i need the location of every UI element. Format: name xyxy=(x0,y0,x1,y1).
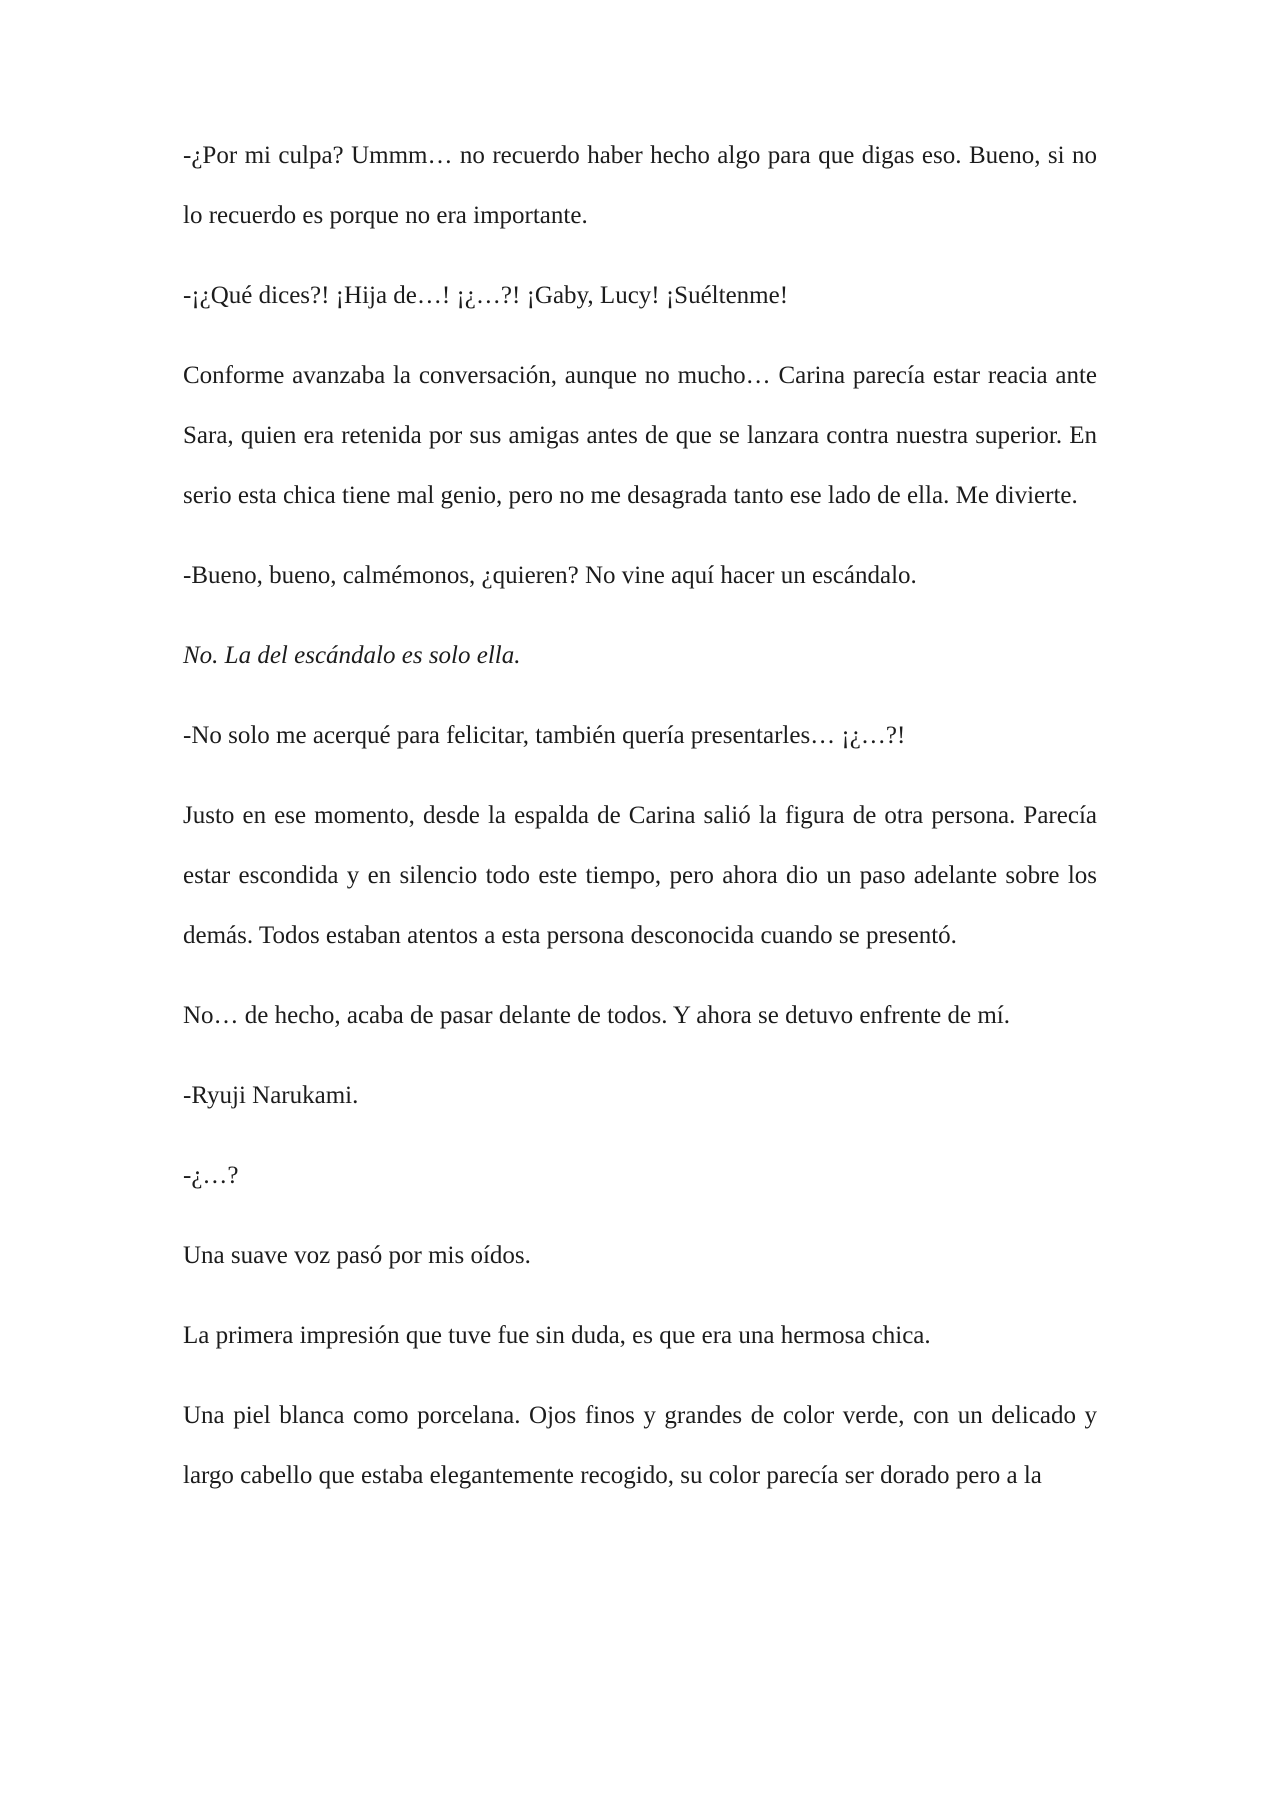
paragraph-11: Una suave voz pasó por mis oídos. xyxy=(183,1242,531,1269)
paragraph-8: No… de hecho, acaba de pasar delante de todos. Y ahora se detuvo enfrente de mí. xyxy=(183,1002,1010,1029)
paragraph-12: La primera impresión que tuve fue sin duda, es que era una hermosa chica. xyxy=(183,1322,931,1349)
paragraph-1: -¿Por mi culpa? Ummm… no recuerdo haber hecho algo para que digas eso. Bueno, si no lo recuerdo es porque no era importante. xyxy=(183,142,1097,229)
paragraph-9: -Ryuji Narukami. xyxy=(183,1082,359,1109)
document-page xyxy=(183,142,1097,1526)
paragraph-2: -¡¿Qué dices?! ¡Hija de…! ¡¿…?! ¡Gaby, Lucy! ¡Suéltenme! xyxy=(183,282,789,309)
paragraph-10: -¿…? xyxy=(183,1162,239,1189)
paragraph-6: -No solo me acerqué para felicitar, también quería presentarles… ¡¿…?! xyxy=(183,722,906,749)
paragraph-3: Conforme avanzaba la conversación, aunque no mucho… Carina parecía estar reacia ante Sara, quien era retenida por sus amigas antes de que se lanzara contra nuestra superior. En serio esta chica tiene mal genio, pero no me desagrada tanto ese lado de ella. Me divierte. xyxy=(183,362,1097,509)
paragraph-5-italic-thought: No. La del escándalo es solo ella. xyxy=(183,642,521,669)
paragraph-4: -Bueno, bueno, calmémonos, ¿quieren? No vine aquí hacer un escándalo. xyxy=(183,562,917,589)
paragraph-7: Justo en ese momento, desde la espalda de Carina salió la figura de otra persona. Parecía estar escondida y en silencio todo este tiempo, pero ahora dio un paso adelante sobre los demás. Todos estaban atentos a esta persona desconocida cuando se presentó. xyxy=(183,802,1097,949)
paragraph-13: Una piel blanca como porcelana. Ojos finos y grandes de color verde, con un delicado y largo cabello que estaba elegantemente recogido, su color parecía ser dorado pero a la xyxy=(183,1402,1097,1489)
